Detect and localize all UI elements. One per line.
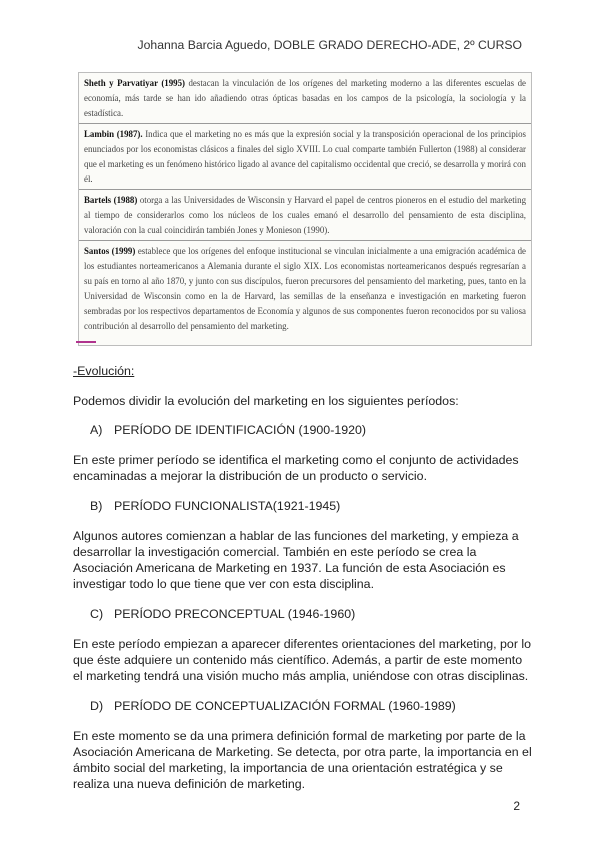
citation-author: Lambin (1987). xyxy=(84,129,143,139)
page-header: Johanna Barcia Aguedo, DOBLE GRADO DERECHO-ADE, 2º CURSO xyxy=(137,38,522,52)
page-number: 2 xyxy=(513,799,520,813)
period-paragraph-a: En este primer período se identifica el marketing como el conjunto de actividades encaminadas a mejorar la distribución de un producto o servicio. xyxy=(73,453,519,483)
period-title: PERÍODO DE CONCEPTUALIZACIÓN FORMAL (1960-1989) xyxy=(114,699,456,713)
period-paragraph-c: En este período empiezan a aparecer diferentes orientaciones del marketing, por lo que éste adquiere un contenido más científico. Además, a partir de este momento el marketing tendrá una visión mucho más amplia, uniéndose con otras disciplinas. xyxy=(73,637,532,683)
period-paragraph-b: Algunos autores comienzan a hablar de las funciones del marketing, y empieza a desarrollar la investigación comercial. También en este período se crea la Asociación Americana de Marketing en 1937. La función de esta Asociación es investigar todo lo que tiene que ver con esta disciplina. xyxy=(73,529,519,591)
period-letter: B) xyxy=(90,499,103,513)
citation-author: Santos (1999) xyxy=(84,246,136,256)
period-heading-c xyxy=(73,607,533,621)
section-title: -Evolución: xyxy=(73,364,135,378)
spellcheck-underline xyxy=(76,338,96,343)
period-title: PERÍODO DE IDENTIFICACIÓN (1900-1920) xyxy=(114,423,367,437)
period-paragraph-d: En este momento se da una primera definición formal de marketing por parte de la Asociación Americana de Marketing. Se detecta, por otra parte, la importancia en el ámbito social del marketing, la importancia de una orientación estratégica y se realiza una nueva definición de marketing. xyxy=(73,729,532,791)
citation-text: establece que los orígenes del enfoque institucional se vinculan inicialmente a una emigración académica de los estudiantes norteamericanos a Alemania durante el siglo XIX. Los economistas norteamericanos después regresarían a su país en torno al año 1870, y junto con sus discípulos, fueron precursores del pensamiento del marketing, pues, tanto en la Universidad de Wisconsin como en la de Harvard, las semillas de la enseñanza e investigación en marketing fueron sembradas por los respectivos departamentos de Economía y algunos de sus componentes fueron reconocidos por su valiosa contribución al desarrollo del pensamiento del marketing. xyxy=(84,246,527,331)
citation-author: Bartels (1988) xyxy=(84,195,138,205)
scanned-citations-table xyxy=(78,72,532,346)
citation-row xyxy=(79,124,531,190)
period-heading-d xyxy=(73,699,533,713)
citation-text: Indica que el marketing no es más que la expresión social y la transposición operacional de los principios enunciados por los economistas clásicos a finales del siglo XVIII. Lo cual comparte también Fullerton (1988) al considerar que el marketing es un fenómeno histórico ligado al avance del capitalismo occidental que creció, se desarrolla y morirá con él. xyxy=(84,129,526,184)
period-letter: A) xyxy=(90,423,103,437)
document-body xyxy=(73,364,533,807)
citation-text: destacan la vinculación de los orígenes del marketing moderno a las diferentes escuelas de economía, más tarde se han ido añadiendo otras ópticas basadas en los campos de la psicología, la sociología y la estadística. xyxy=(84,78,526,118)
citation-row xyxy=(79,241,531,336)
period-letter: C) xyxy=(90,607,104,621)
citation-row xyxy=(79,73,531,124)
citation-author: Sheth y Parvatiyar (1995) xyxy=(84,78,185,88)
period-letter: D) xyxy=(90,699,104,713)
period-title: PERÍODO PRECONCEPTUAL (1946-1960) xyxy=(114,607,356,621)
period-heading-a xyxy=(73,423,533,437)
intro-paragraph: Podemos dividir la evolución del marketing en los siguientes períodos: xyxy=(73,394,459,408)
period-heading-b xyxy=(73,499,533,513)
citation-text: otorga a las Universidades de Wisconsin y Harvard el papel de centros pioneros en el estudio del marketing al tiempo de considerarlos como los núcleos de los cuales emanó el desarrollo del pensamiento de esta disciplina, valoración con la cual coincidirán también Jones y Monieson (1990). xyxy=(84,195,527,235)
period-title: PERÍODO FUNCIONALISTA(1921-1945) xyxy=(114,499,341,513)
citation-row xyxy=(79,190,531,241)
